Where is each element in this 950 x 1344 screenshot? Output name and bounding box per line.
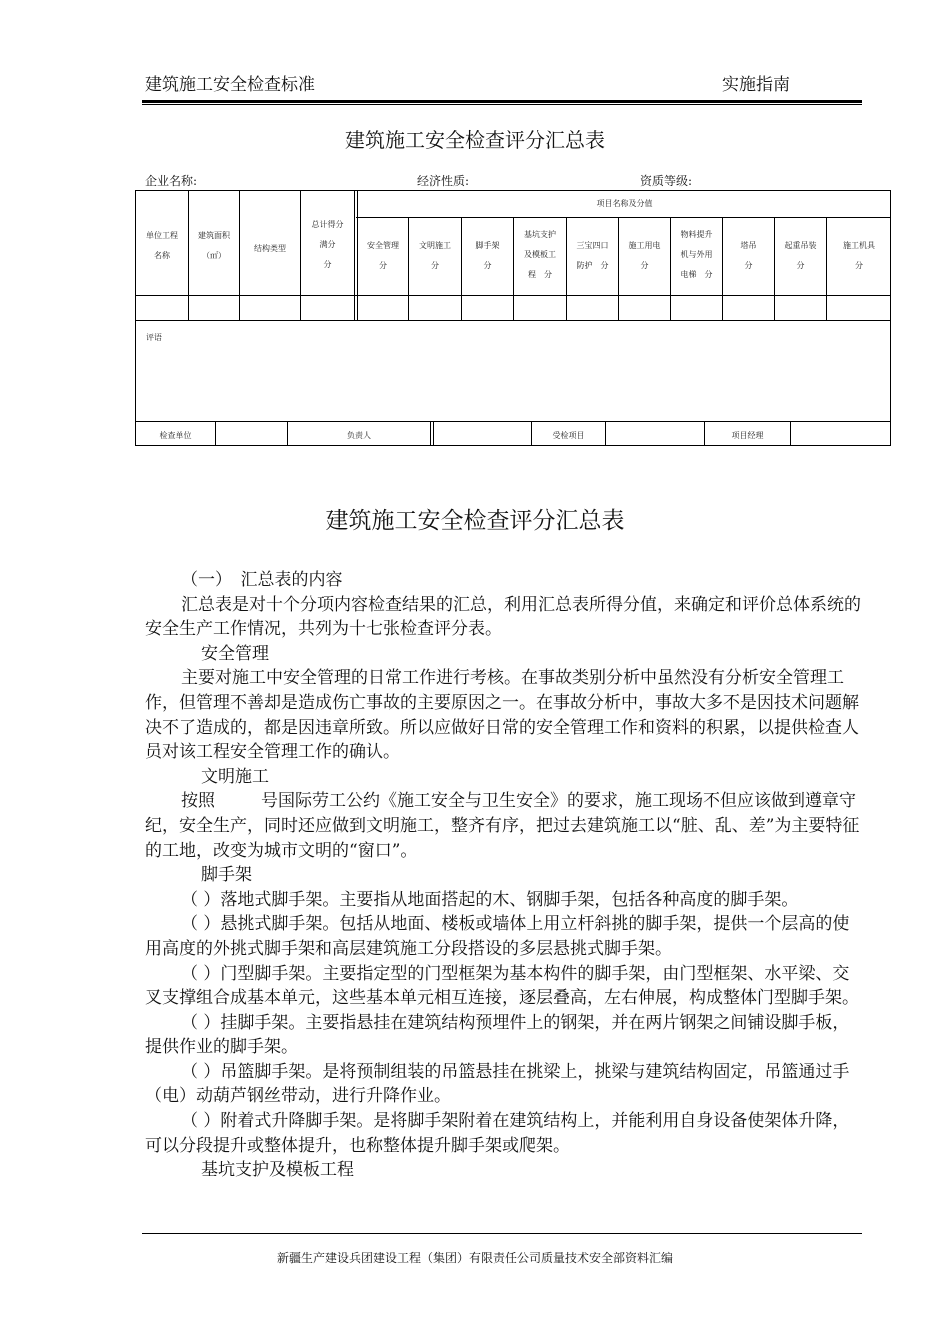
col-header-unit: 单位工程 名称 <box>146 231 178 260</box>
page-footer: 新疆生产建设兵团建设工程（集团）有限责任公司质量技术安全部资料汇编 <box>276 1251 673 1265</box>
item-header: 起重吊装 分 <box>784 241 817 270</box>
table-line <box>136 421 891 422</box>
col-header-structure: 结构类型 <box>254 244 286 253</box>
table-line <box>354 191 355 320</box>
item-header: 施工机具 分 <box>843 241 875 270</box>
document-body <box>145 568 865 1183</box>
form-title: 建筑施工安全检查评分汇总表 <box>345 128 605 152</box>
table-line <box>356 217 891 218</box>
company-label: 企业名称: <box>145 174 198 188</box>
header-subtitle: 实施指南 <box>722 75 790 95</box>
col-header-total: 总计得分 满分 分 <box>311 220 344 269</box>
inspecting-unit-label: 检查单位 <box>159 431 192 440</box>
subheading-civil: 文明施工 <box>201 766 269 787</box>
item-header: 基坑支护 及模板工 程 分 <box>524 230 556 279</box>
table-line <box>215 421 216 446</box>
grade-label: 资质等级: <box>640 174 693 188</box>
table-line <box>433 421 434 446</box>
header-title: 建筑施工安全检查标准 <box>145 75 315 95</box>
table-line <box>136 320 891 321</box>
subheading-scaffold: 脚手架 <box>201 865 252 886</box>
paragraph: （ ）落地式脚手架。主要指从地面搭起的木、钢脚手架，包括各种高度的脚手架。 <box>181 889 799 910</box>
person-in-charge-label: 负责人 <box>347 431 371 440</box>
project-manager-label: 项目经理 <box>731 431 764 440</box>
item-header: 三宝四口 防护 分 <box>576 241 609 270</box>
table-line <box>605 421 606 446</box>
economy-label: 经济性质: <box>417 174 470 188</box>
inspected-project-label: 受检项目 <box>552 431 585 440</box>
section-heading: （一） 汇总表的内容 <box>181 570 343 590</box>
paragraph: 主要对施工中安全管理的日常工作进行考核。在事故类别分析中虽然没有分析安全管理工作，但管理不善却是造成伤亡事故的主要原因之一。在事故分析中，事故大多不是因技术问题解决不了造成的，都是因违章所致。所以应做好日常的安全管理工作和资料的积累，以提供检查人员对该工程安全管理工作的确认。 <box>145 668 859 763</box>
comment-label: 评语 <box>146 333 162 342</box>
subheading-pit: 基坑支护及模板工程 <box>201 1160 354 1181</box>
item-header: 安全管理 分 <box>367 241 399 270</box>
header-rule-thin <box>142 104 862 105</box>
paragraph: 汇总表是对十个分项内容检查结果的汇总，利用汇总表所得分值，来确定和评价总体系统的安全生产工作情况，共列为十七张检查评分表。 <box>145 594 861 640</box>
paragraph: （ ）门型脚手架。主要指定型的门型框架为基本构件的脚手架，由门型框架、水平梁、交叉支撑组合成基本单元，这些基本单元相互连接，逐层叠高，左右伸展，构成整体门型脚手架。 <box>145 963 859 1009</box>
paragraph: 按照 号国际劳工公约《施工安全与卫生安全》的要求，施工现场不但应该做到遵章守纪，安全生产，同时还应做到文明施工，整齐有序，把过去建筑施工以“脏、乱、差”为主要特征的工地，改变为城市文明的“窗口”。 <box>145 791 860 861</box>
item-header: 文明施工 分 <box>419 241 451 270</box>
items-group-header: 项目名称及分值 <box>596 199 653 208</box>
item-header: 施工用电 分 <box>628 241 661 270</box>
header-rule <box>142 100 862 103</box>
document-title: 建筑施工安全检查评分汇总表 <box>325 508 625 534</box>
paragraph: （ ）挂脚手架。主要指悬挂在建筑结构预埋件上的钢架，并在两片钢架之间铺设脚手板，提供作业的脚手架。 <box>145 1012 850 1058</box>
paragraph: （ ）吊篮脚手架。是将预制组装的吊篮悬挂在挑梁上，挑梁与建筑结构固定，吊篮通过手（电）动葫芦钢丝带动，进行升降作业。 <box>145 1061 850 1107</box>
paragraph: （ ）悬挑式脚手架。包括从地面、楼板或墙体上用立杆斜挑的脚手架，提供一个层高的使用高度的外挑式脚手架和高层建筑施工分段搭设的多层悬挑式脚手架。 <box>145 914 850 959</box>
footer-rule <box>142 1233 862 1234</box>
subheading-safety: 安全管理 <box>201 643 269 664</box>
item-header: 脚手架 分 <box>475 241 500 270</box>
paragraph: （ ）附着式升降脚手架。是将脚手架附着在建筑结构上，并能利用自身设备使架体升降，可以分段提升或整体提升，也称整体提升脚手架或爬架。 <box>145 1111 850 1156</box>
table-line <box>790 421 791 446</box>
col-header-area: 建筑面积 （㎡） <box>198 231 230 260</box>
score-summary-table <box>135 190 891 446</box>
item-header: 塔吊 分 <box>740 241 757 270</box>
item-header: 物料提升 机与外用 电梯 分 <box>680 230 713 279</box>
table-line <box>430 421 431 446</box>
